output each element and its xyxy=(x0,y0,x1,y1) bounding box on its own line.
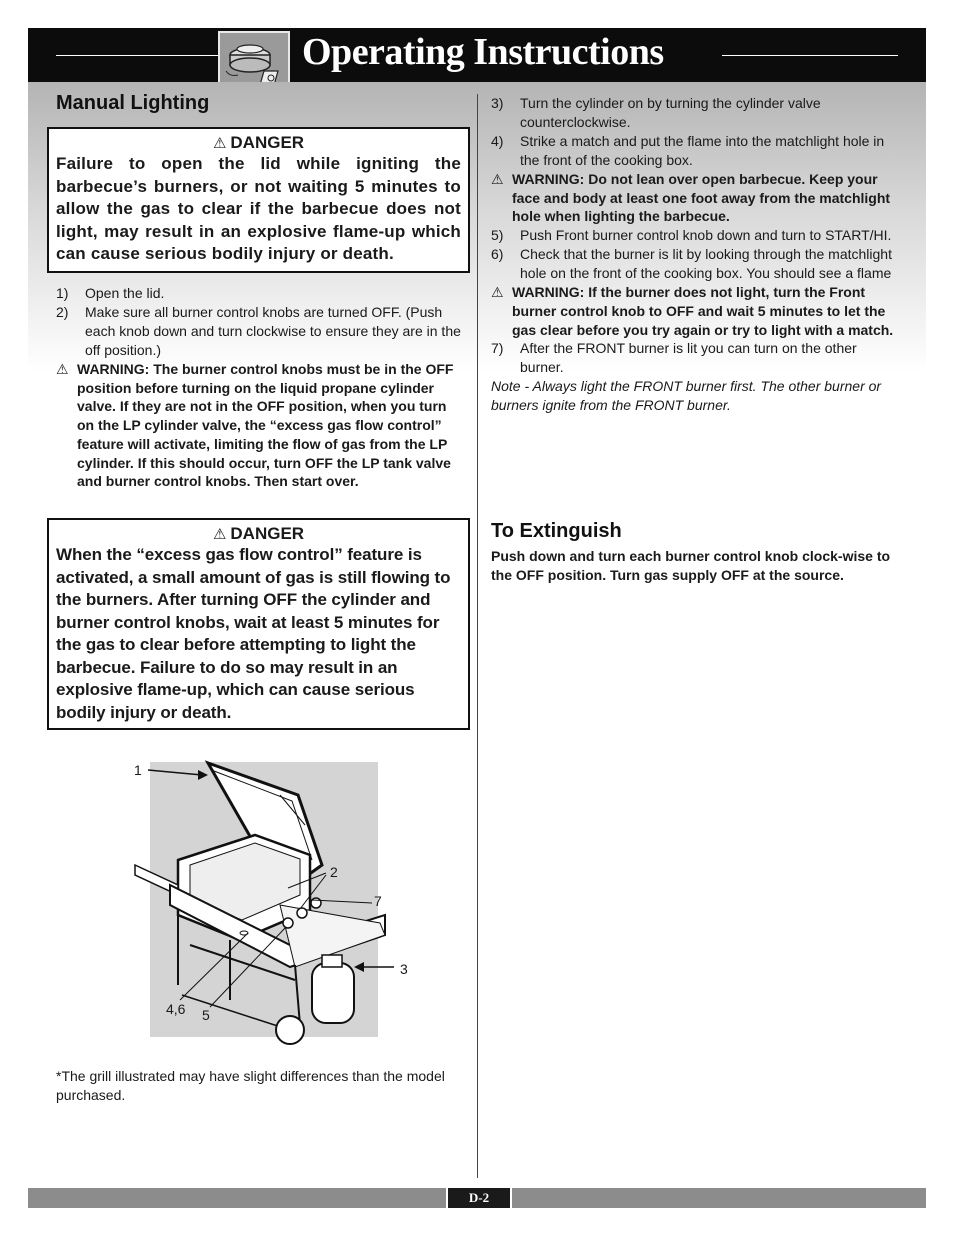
warning-triangle-icon: ⚠ xyxy=(56,361,69,377)
warning-triangle-icon: ⚠ xyxy=(491,171,504,187)
extinguish-section xyxy=(491,520,891,584)
page-footer xyxy=(28,1188,926,1208)
section-title-manual-lighting: Manual Lighting xyxy=(56,92,210,114)
warning-triangle-icon: ⚠ xyxy=(212,135,227,152)
manual-lighting-steps xyxy=(56,284,466,491)
callout-label: 2 xyxy=(330,864,338,880)
list-item: 7) After the FRONT burner is lit you can turn on the other burner. xyxy=(491,340,857,376)
illustration-caption: *The grill illustrated may have slight differences than the model purchased. xyxy=(56,1068,445,1103)
header-rule-left xyxy=(56,55,244,56)
left-column xyxy=(56,92,468,115)
page-number: D-2 xyxy=(446,1188,512,1208)
danger-text: Failure to open the lid while igniting the barbecue’s burners, or not waiting 5 minutes to allow the gas to clear if the barbecue does not light, may result in an explosive flame-up which can cause serious bodily injury or death. xyxy=(56,154,461,263)
list-item: 3) Turn the cylinder on by turning the cylinder valve counterclockwise. xyxy=(491,95,821,130)
header-rule-right xyxy=(722,55,898,56)
callout-label: 1 xyxy=(134,762,142,778)
warning-triangle-icon: ⚠ xyxy=(491,284,504,301)
warning-text: ⚠ WARNING: If the burner does not light, turn the Front burner control knob to OFF and wait 5 minutes to let the gas clear before you try again or try to light with a match. xyxy=(491,284,894,338)
warning-text: ⚠ WARNING: The burner control knobs must be in the OFF position before turning on the liquid propane cylinder valve. If they are not in the OFF position, when you turn on the LP cylinder valve, the “excess gas flow control” feature will activate, limiting the flow of gas from the LP cylinder. If this should occur, turn OFF the LP tank valve and burner control knobs. Then start over. xyxy=(56,361,454,490)
warning-text: ⚠ WARNING: Do not lean over open barbecue. Keep your face and body at least one foot away from the matchlight hole when lighting the barbecue. xyxy=(491,171,891,225)
danger-heading: DANGER xyxy=(230,133,305,152)
callout-label: 5 xyxy=(202,1007,210,1023)
danger-heading: DANGER xyxy=(230,524,305,543)
right-column xyxy=(491,94,899,415)
callout-label: 7 xyxy=(374,893,382,909)
list-item: 5) Push Front burner control knob down and turn to START/HI. xyxy=(491,227,892,244)
grill-illustration xyxy=(130,745,420,1055)
danger-box-2 xyxy=(47,518,470,730)
warning-triangle-icon: ⚠ xyxy=(212,526,227,543)
list-item: 1) Open the lid. xyxy=(56,285,165,301)
extinguish-text: Push down and turn each burner control knob clock-wise to the OFF position. Turn gas supply OFF at the source. xyxy=(491,548,891,583)
note-text: Note - Always light the FRONT burner first. The other burner or burners ignite from the FRONT burner. xyxy=(491,378,882,414)
list-item: 2) Make sure all burner control knobs are turned OFF. (Push each knob down and turn clockwise to ensure they are in the off position.) xyxy=(56,304,461,358)
callout-label: 4,6 xyxy=(166,1001,186,1017)
list-item: 4) Strike a match and put the flame into the matchlight hole in the front of the cooking box. xyxy=(491,133,885,168)
section-title-extinguish: To Extinguish xyxy=(491,520,622,542)
callout-label: 3 xyxy=(400,961,408,977)
page-title: Operating Instructions xyxy=(302,31,664,73)
list-item: 6) Check that the burner is lit by looking through the matchlight hole on the front of the cooking box. You should see a flame xyxy=(491,246,892,282)
page-header xyxy=(28,28,926,82)
danger-box-1 xyxy=(47,127,470,273)
danger-text: When the “excess gas flow control” feature is activated, a small amount of gas is still flowing to the burners. After turning OFF the cylinder and burner control knobs, wait at least 5 minutes for the gas to clear before attempting to light the barbecue. Failure to do so may result in an explosive flame-up, which can cause serious bodily injury or death. xyxy=(56,545,451,722)
column-divider xyxy=(477,94,478,1178)
